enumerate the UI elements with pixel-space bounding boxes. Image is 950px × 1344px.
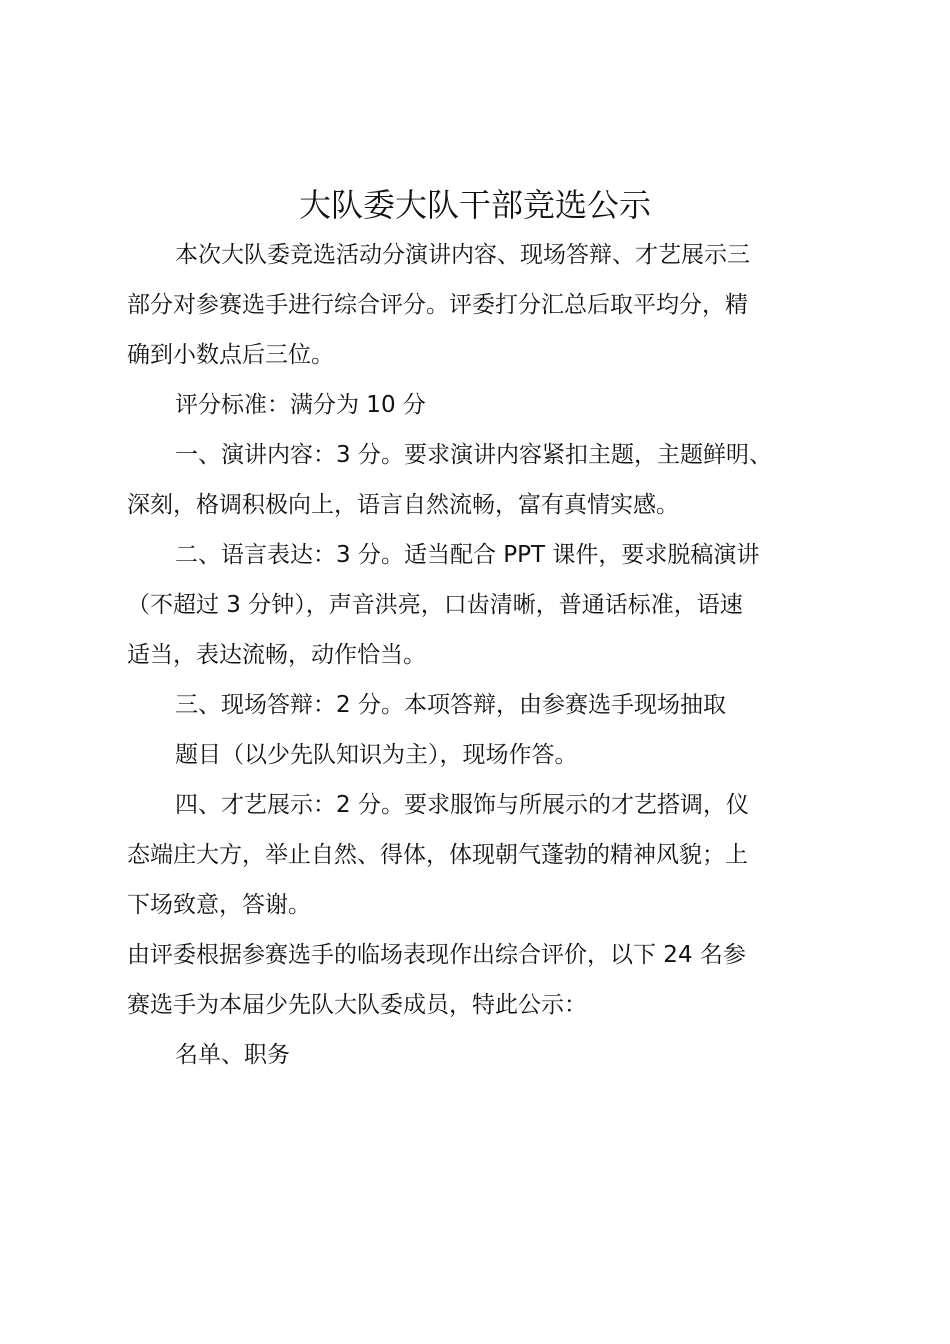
text-line: 由评委根据参赛选手的临场表现作出综合评价，以下 24 名参 <box>127 942 746 968</box>
criteria-item-language-expression <box>127 530 847 680</box>
criteria-item-speech-content <box>127 430 847 530</box>
text-line: 本次大队委竞选活动分演讲内容、现场答辩、才艺展示三 <box>175 242 750 268</box>
list-heading <box>127 1030 847 1080</box>
text-line: （不超过 3 分钟），声音洪亮，口齿清晰，普通话标准，语速 <box>127 592 743 618</box>
intro-paragraph <box>127 230 847 380</box>
text-line: 部分对参赛选手进行综合评分。评委打分汇总后取平均分，精 <box>127 292 748 318</box>
text-line: 下场致意，答谢。 <box>127 892 311 918</box>
scoring-standard <box>127 380 847 430</box>
text-line: 赛选手为本届少先队大队委成员，特此公示： <box>127 992 587 1018</box>
text-line: 适当，表达流畅，动作恰当。 <box>127 642 426 668</box>
text-line: 二、语言表达：3 分。适当配合 PPT 课件，要求脱稿演讲 <box>175 542 760 568</box>
text-line: 评分标准：满分为 10 分 <box>175 392 426 418</box>
text-line: 三、现场答辩：2 分。本项答辩，由参赛选手现场抽取 <box>175 692 726 718</box>
text-line: 四、才艺展示：2 分。要求服饰与所展示的才艺搭调，仪 <box>175 792 749 818</box>
text-line: 确到小数点后三位。 <box>127 342 334 368</box>
text-line: 名单、职务 <box>175 1042 290 1068</box>
document-title: 大队委大队干部竞选公示 <box>298 186 651 224</box>
text-line: 深刻，格调积极向上，语言自然流畅，富有真情实感。 <box>127 492 679 518</box>
criteria-item-talent-show <box>127 780 847 930</box>
criteria-item-onsite-defense <box>127 680 847 780</box>
conclusion-paragraph <box>127 930 847 1030</box>
text-line: 题目（以少先队知识为主），现场作答。 <box>175 742 578 768</box>
text-line: 态端庄大方，举止自然、得体，体现朝气蓬勃的精神风貌；上 <box>127 842 748 868</box>
text-line: 一、演讲内容：3 分。要求演讲内容紧扣主题，主题鲜明、 <box>175 442 772 468</box>
